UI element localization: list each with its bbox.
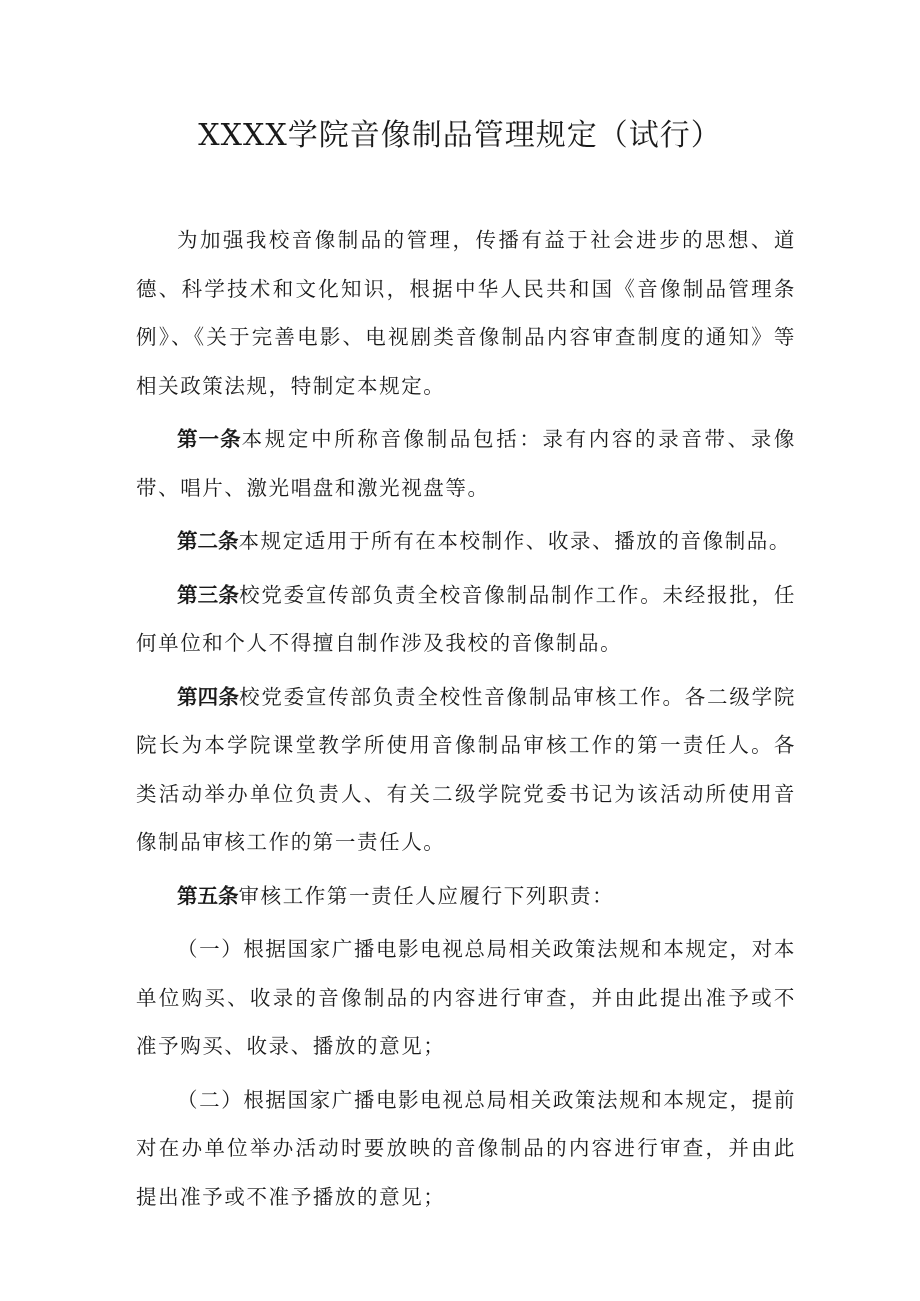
article-text: 本规定中所称音像制品包括：录有内容的录音带、录像带、唱片、激光唱盘和激光视盘等。 <box>136 427 797 500</box>
list-item-1: （一）根据国家广播电影电视总局相关政策法规和本规定，对本单位购买、收录的音像制品的内容进行审查，并由此提出准予或不准予购买、收录、播放的意见； <box>136 937 796 1058</box>
preamble-paragraph: 为加强我校音像制品的管理，传播有益于社会进步的思想、道德、科学技术和文化知识，根据中华人民共和国《音像制品管理条例》、《关于完善电影、电视剧类音像制品内容审查制度的通知》等相关政策法规，特制定本规定。 <box>136 228 796 398</box>
list-item-2: （二）根据国家广播电影电视总局相关政策法规和本规定，提前对在办单位举办活动时要放映的音像制品的内容进行审查，并由此提出准予或不准予播放的意见； <box>136 1087 796 1209</box>
article-3 <box>136 571 796 668</box>
document-title: XXXX学院音像制品管理规定（试行） <box>198 118 722 153</box>
article-number: 第三条 <box>177 582 240 607</box>
article-4 <box>136 673 796 867</box>
article-text: 本规定适用于所有在本校制作、收录、播放的音像制品。 <box>238 529 791 553</box>
document-body <box>136 216 796 1226</box>
article-number: 第四条 <box>177 684 240 709</box>
article-text: 校党委宣传部负责全校性音像制品审核工作。各二级学院院长为本学院课堂教学所使用音像制品审核工作的第一责任人。各类活动举办单位负责人、有关二级学院党委书记为该活动所使用音像制品审核工作的第一责任人。 <box>136 684 797 854</box>
article-number: 第二条 <box>177 529 239 553</box>
article-text: 校党委宣传部负责全校音像制品制作工作。未经报批，任何单位和个人不得擅自制作涉及我校的音像制品。 <box>136 582 797 655</box>
article-number: 第五条 <box>177 883 239 908</box>
article-1 <box>136 415 796 512</box>
article-2 <box>136 517 796 566</box>
article-5 <box>136 872 796 921</box>
article-text: 审核工作第一责任人应履行下列职责： <box>238 883 615 908</box>
article-number: 第一条 <box>177 427 242 451</box>
